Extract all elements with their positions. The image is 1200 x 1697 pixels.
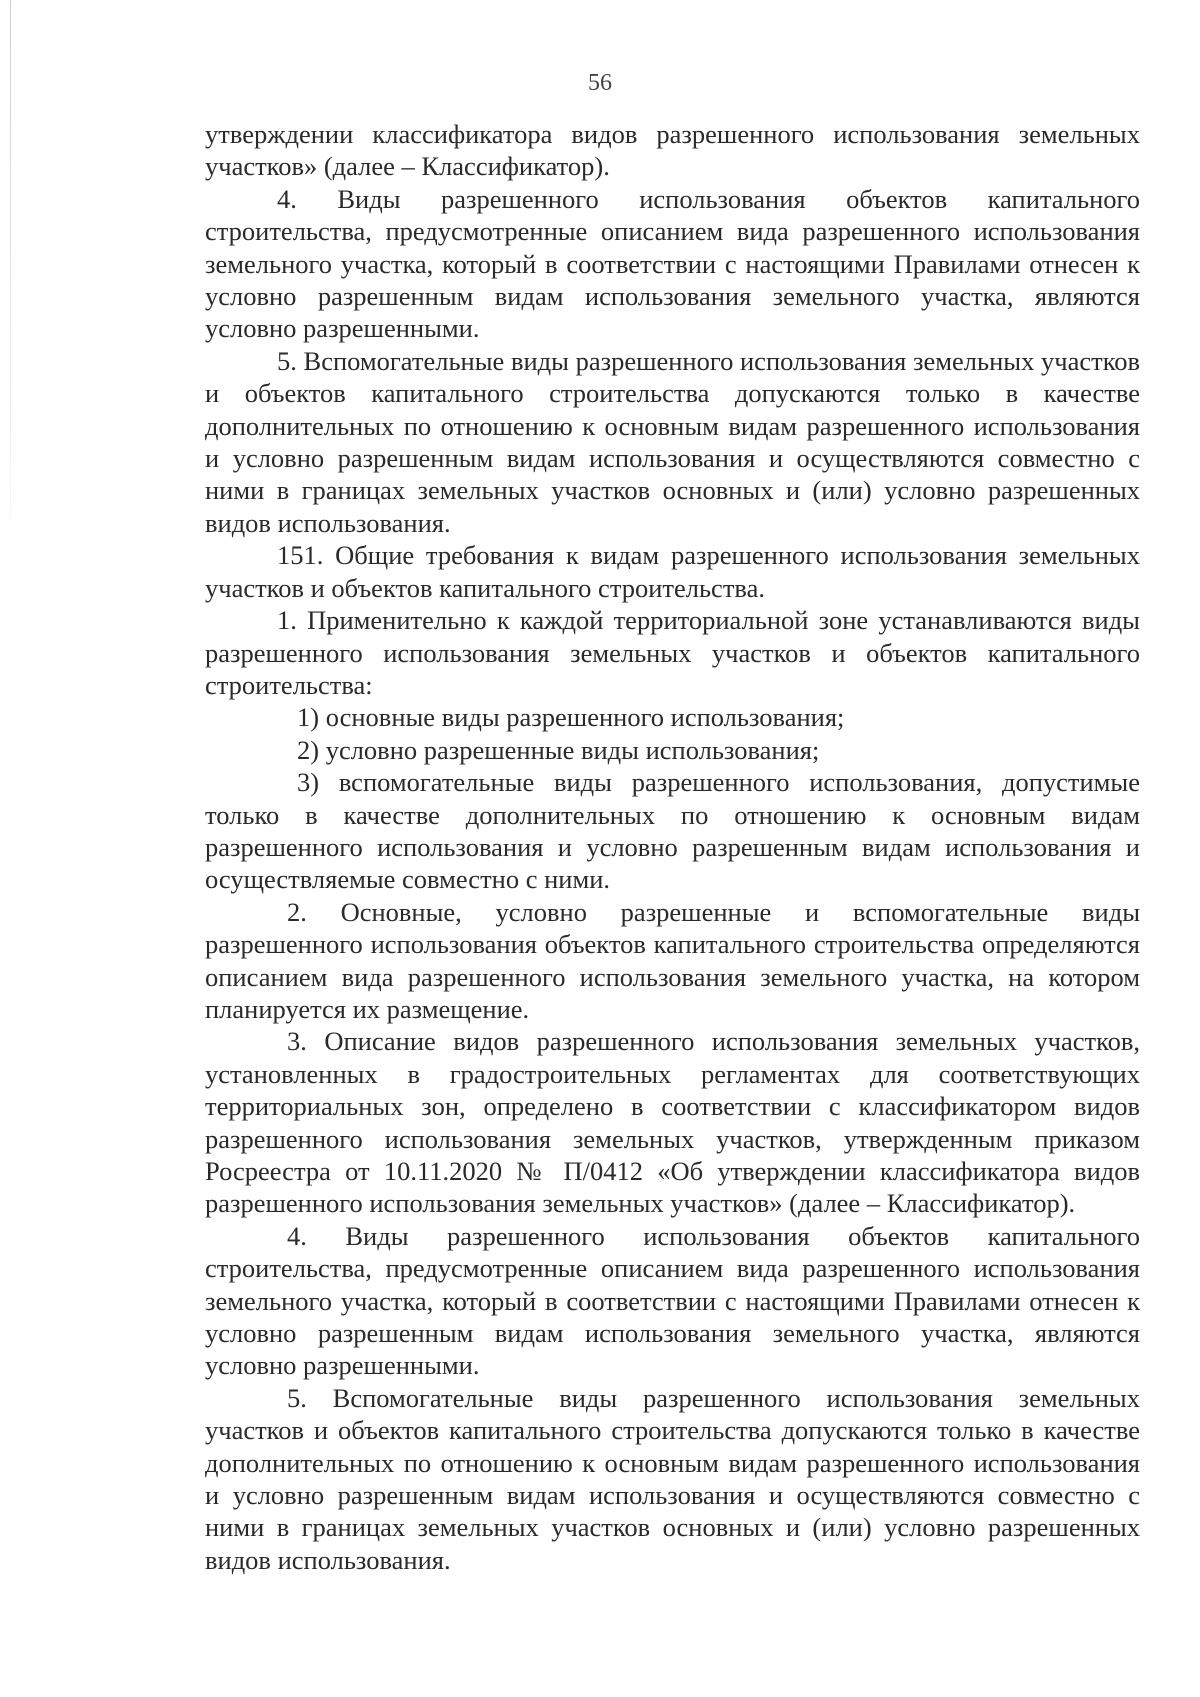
- paragraph-item-5-repeat: 5. Вспомогательные виды разрешенного использования земельных участков и объектов капитального строительства допускаются только в качестве дополнительных по отношению к основным видам разрешенного использования и условно разрешенным видам использования и осуществляются совместно с ними в границах земельных участков основных и (или) условно разрешенных видов использования.: [205, 1382, 1140, 1575]
- paragraph-item-5: 5. Вспомогательные виды разрешенного использования земельных участков и объектов капитального строительства допускаются только в качестве дополнительных по отношению к основным видам разрешенного использования и условно разрешенным видам использования и осуществляются совместно с ними в границах земельных участков основных и (или) условно разрешенных видов использования.: [205, 345, 1140, 538]
- paragraph-item-4: 4. Виды разрешенного использования объектов капитального строительства, предусмотренные описанием вида разрешенного использования земельного участка, который в соответствии с настоящими Правилами отнесен к условно разрешенным видам использования земельного участка, являются условно разрешенными.: [205, 183, 1140, 344]
- list-item-2: 2) условно разрешенные виды использования;: [297, 734, 820, 765]
- paragraph-continuation: утверждении классификатора видов разрешенного использования земельных участков» (далее – Классификатор).: [205, 119, 1140, 182]
- section-151-heading: 151. Общие требования к видам разрешенного использования земельных участков и объектов капитального строительства.: [205, 540, 1140, 603]
- paragraph-item-2: 2. Основные, условно разрешенные и вспомогательные виды разрешенного использования объектов капитального строительства определяются описанием вида разрешенного использования земельного участка, на котором планируется их размещение.: [205, 896, 1140, 1024]
- list-item-3: 3) вспомогательные виды разрешенного использования, допустимые только в качестве дополнительных по отношению к основным видам разрешенного использования и условно разрешенным видам использования и осуществляемые совместно с ними.: [205, 767, 1140, 895]
- paragraph-item-1: 1. Применительно к каждой территориальной зоне устанавливаются виды разрешенного использования земельных участков и объектов капитального строительства:: [205, 605, 1140, 700]
- paragraph-item-4-repeat: 4. Виды разрешенного использования объектов капитального строительства, предусмотренные описанием вида разрешенного использования земельного участка, который в соответствии с настоящими Правилами отнесен к условно разрешенным видам использования земельного участка, являются условно разрешенными.: [205, 1220, 1140, 1381]
- page-number: 56: [588, 70, 612, 96]
- paragraph-item-3: 3. Описание видов разрешенного использования земельных участков, установленных в градостроительных регламентах для соответствующих территориальных зон, определено в соответствии с классификатором видов разрешенного использования земельных участков, утвержденным приказом Росреестра от 10.11.2020 № П/0412 «Об утверждении классификатора видов разрешенного использования земельных участков» (далее – Классификатор).: [205, 1026, 1140, 1219]
- list-item-1: 1) основные виды разрешенного использования;: [297, 702, 845, 733]
- document-body: [205, 118, 1140, 1576]
